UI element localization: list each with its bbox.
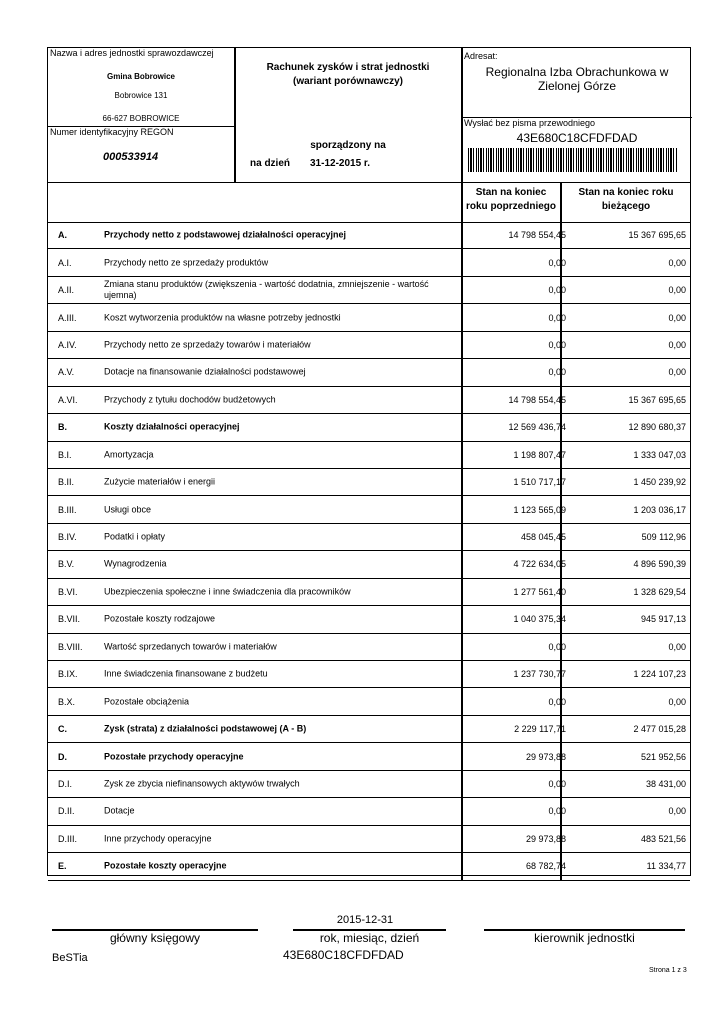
head-label: kierownik jednostki [534, 931, 635, 945]
prepared-label: sporządzony na [310, 140, 386, 151]
row-curr-value: 1 203 036,17 [633, 504, 686, 515]
row-prev-value: 1 198 807,47 [513, 449, 566, 460]
row-description: Koszty działalności operacyjnej [104, 421, 240, 432]
row-curr-value: 1 450 239,92 [633, 477, 686, 488]
report-title-line1: Rachunek zysków i strat jednostki [266, 62, 430, 73]
row-curr-value: 0,00 [668, 641, 686, 652]
row-curr-value: 38 431,00 [645, 778, 686, 789]
row-curr-value: 483 521,56 [640, 833, 686, 844]
row-curr-value: 11 334,77 [646, 861, 686, 872]
report-frame [47, 47, 691, 876]
row-description: Inne przychody operacyjne [104, 833, 212, 844]
row-curr-value: 0,00 [668, 257, 686, 268]
row-code: D.I. [58, 778, 73, 789]
row-prev-value: 4 722 634,05 [513, 559, 566, 570]
row-prev-value: 68 782,74 [525, 861, 566, 872]
row-code: B.III. [58, 504, 77, 515]
row-description: Amortyzacja [104, 449, 154, 460]
row-code: B.X. [58, 696, 76, 707]
row-code: A.II. [58, 285, 75, 296]
row-description: Inne świadczenia finansowane z budżetu [104, 668, 268, 679]
row-code: D. [58, 751, 67, 762]
row-code: B.I. [58, 449, 72, 460]
table-row [48, 387, 690, 414]
table-row [48, 442, 690, 469]
unit-postal: 66-627 BOBROWICE [102, 114, 180, 123]
table-row [48, 222, 690, 249]
column-header [48, 182, 690, 223]
table-row [48, 634, 690, 661]
table-row [48, 853, 690, 880]
row-code: B.II. [58, 477, 75, 488]
report-title-line2: (wariant porównawczy) [292, 76, 403, 87]
row-description: Pozostałe obciążenia [104, 696, 190, 707]
row-curr-value: 0,00 [668, 696, 686, 707]
row-prev-value: 0,00 [548, 285, 566, 296]
row-curr-value: 1 328 629,54 [633, 586, 686, 597]
row-description: Zużycie materiałów i energii [104, 476, 216, 487]
barcode-image [468, 148, 678, 172]
col-curr-line1: Stan na koniec roku [578, 187, 674, 198]
row-description: Przychody netto z podstawowej działalności operacyjnej [104, 229, 347, 240]
row-curr-value: 945 917,13 [640, 614, 686, 625]
row-description: Wynagrodzenia [104, 558, 167, 569]
page-number: Strona 1 z 3 [649, 967, 687, 974]
row-curr-value: 509 112,96 [641, 532, 686, 543]
row-curr-value: 4 896 590,39 [633, 559, 686, 570]
table-row [48, 332, 690, 359]
table-row [48, 798, 690, 825]
row-description: Pozostałe przychody operacyjne [104, 751, 244, 762]
row-description: Zysk (strata) z działalności podstawowej (A - B) [104, 723, 307, 734]
row-curr-value: 0,00 [668, 339, 686, 350]
row-prev-value: 0,00 [548, 367, 566, 378]
row-prev-value: 14 798 554,45 [508, 394, 566, 405]
row-code: B.V. [58, 559, 75, 570]
row-prev-value: 14 798 554,45 [508, 230, 566, 241]
row-curr-value: 1 333 047,03 [633, 449, 686, 460]
row-code: E. [58, 861, 67, 872]
table-row [48, 496, 690, 523]
row-prev-value: 1 510 717,17 [513, 477, 566, 488]
row-description: Zmiana stanu produktów (zwiększenia - wartość dodatnia, zmniejszenie - wartość ujemna) [104, 279, 429, 301]
report-header [48, 48, 690, 183]
table-row [48, 716, 690, 743]
regon-value: 000533914 [103, 151, 159, 163]
table-row [48, 249, 690, 276]
software-name: BeSTia [52, 952, 88, 964]
table-row [48, 524, 690, 551]
table-row [48, 688, 690, 715]
row-description: Dotacje na finansowanie działalności podstawowej [104, 366, 306, 377]
row-prev-value: 1 040 375,34 [513, 614, 566, 625]
table-row [48, 771, 690, 798]
row-prev-value: 0,00 [548, 641, 566, 652]
table-row [48, 359, 690, 386]
row-code: D.II. [58, 806, 75, 817]
row-prev-value: 29 973,88 [525, 833, 566, 844]
row-description: Ubezpieczenia społeczne i inne świadczenia dla pracowników [104, 586, 351, 597]
row-code: B.VI. [58, 586, 78, 597]
row-code: A.IV. [58, 339, 77, 350]
col-curr-line2: bieżącego [601, 201, 651, 212]
accountant-label: główny księgowy [109, 931, 201, 945]
date-caption: rok, miesiąc, dzień [319, 931, 420, 945]
unit-name: Gmina Bobrowice [106, 72, 175, 81]
row-description: Przychody z tytułu dochodów budżetowych [104, 394, 276, 405]
row-code: A.V. [58, 367, 75, 378]
row-description: Usługi obce [104, 504, 152, 515]
table-row [48, 661, 690, 688]
row-curr-value: 521 952,56 [640, 751, 686, 762]
addressee-line2: Zielonej Górze [537, 79, 617, 93]
row-code: A.VI. [58, 394, 78, 405]
row-code: C. [58, 724, 67, 735]
table-row [48, 743, 690, 770]
row-code: A. [58, 230, 67, 241]
table-row [48, 606, 690, 633]
col-prev-line2: roku poprzedniego [466, 201, 556, 212]
date-label: na dzień [250, 158, 291, 169]
table-row [48, 469, 690, 496]
row-curr-value: 1 224 107,23 [633, 669, 686, 680]
table-row [48, 304, 690, 331]
row-prev-value: 458 045,45 [520, 532, 566, 543]
row-prev-value: 29 973,88 [525, 751, 566, 762]
row-prev-value: 0,00 [548, 339, 566, 350]
row-curr-value: 12 890 680,37 [628, 422, 686, 433]
row-description: Przychody netto ze sprzedaży produktów [104, 257, 269, 268]
row-curr-value: 0,00 [668, 806, 686, 817]
row-prev-value: 0,00 [548, 257, 566, 268]
row-description: Koszt wytworzenia produktów na własne potrzeby jednostki [104, 312, 341, 323]
row-prev-value: 1 237 730,77 [513, 669, 566, 680]
row-description: Pozostałe koszty operacyjne [104, 860, 227, 871]
row-curr-value: 0,00 [668, 367, 686, 378]
row-prev-value: 1 277 561,40 [513, 586, 566, 597]
row-code: B.VIII. [58, 641, 83, 652]
row-prev-value: 0,00 [548, 778, 566, 789]
row-code: A.I. [58, 257, 72, 268]
row-description: Zysk ze zbycia niefinansowych aktywów trwałych [104, 778, 300, 789]
row-description: Przychody netto ze sprzedaży towarów i materiałów [104, 339, 311, 350]
footer-doc-code: 43E680C18CFDFDAD [283, 948, 404, 962]
table-row [48, 551, 690, 578]
report-rows [48, 222, 690, 881]
row-description: Dotacje [104, 805, 135, 816]
row-curr-value: 0,00 [668, 285, 686, 296]
row-prev-value: 0,00 [548, 312, 566, 323]
table-row [48, 414, 690, 441]
row-prev-value: 2 229 117,71 [514, 724, 566, 735]
row-code: A.III. [58, 312, 77, 323]
row-code: B.VII. [58, 614, 81, 625]
row-curr-value: 15 367 695,65 [628, 230, 686, 241]
addressee-label: Adresat: [464, 51, 498, 61]
footer-date: 2015-12-31 [336, 914, 394, 926]
addressee-line1: Regionalna Izba Obrachunkowa w [485, 65, 669, 79]
row-code: D.III. [58, 833, 78, 844]
doc-code: 43E680C18CFDFDAD [516, 131, 638, 145]
row-code: B.IV. [58, 532, 77, 543]
unit-street: Bobrowice 131 [114, 91, 168, 100]
row-description: Wartość sprzedanych towarów i materiałów [104, 641, 277, 652]
table-row [48, 826, 690, 853]
row-prev-value: 0,00 [548, 696, 566, 707]
unit-label: Nazwa i adres jednostki sprawozdawczej [50, 48, 214, 58]
row-code: B. [58, 422, 67, 433]
row-curr-value: 2 477 015,28 [633, 724, 686, 735]
report-date: 31-12-2015 r. [310, 158, 371, 169]
row-curr-value: 0,00 [668, 312, 686, 323]
row-description: Podatki i opłaty [104, 531, 166, 542]
row-description: Pozostałe koszty rodzajowe [104, 613, 216, 624]
row-prev-value: 0,00 [548, 806, 566, 817]
send-label: Wysłać bez pisma przewodniego [464, 118, 595, 128]
row-code: B.IX. [58, 669, 78, 680]
row-curr-value: 15 367 695,65 [628, 394, 686, 405]
table-row [48, 579, 690, 606]
regon-label: Numer identyfikacyjny REGON [50, 127, 174, 137]
table-row [48, 277, 690, 304]
row-prev-value: 12 569 436,74 [508, 422, 566, 433]
col-prev-line1: Stan na koniec [475, 187, 547, 198]
row-prev-value: 1 123 565,09 [513, 504, 566, 515]
